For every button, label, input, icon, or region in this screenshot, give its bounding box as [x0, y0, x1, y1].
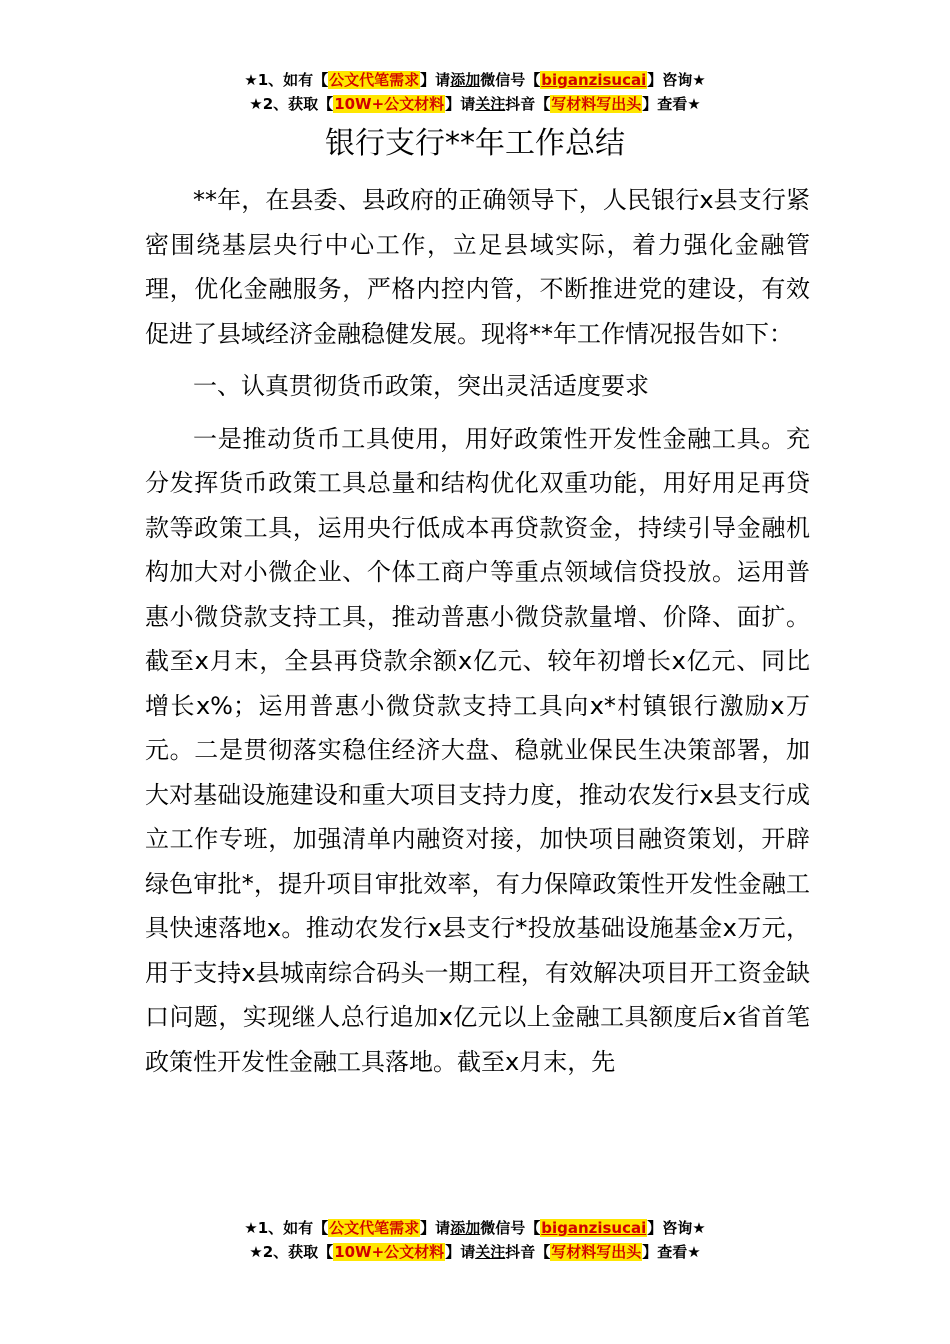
- footer-banner: [0, 1216, 950, 1264]
- banner-text: 微信号【: [480, 1219, 541, 1237]
- banner-douyin-id: 写材料写出头: [551, 1243, 642, 1261]
- banner-text: ★2、获取【: [249, 1243, 334, 1261]
- banner-highlight: 公文代笔需求: [329, 1219, 420, 1237]
- banner-highlight: 10W+公文材料: [334, 1243, 445, 1261]
- header-banner: [0, 68, 950, 116]
- banner-text: 】请: [420, 71, 451, 89]
- banner-wechat-id: biganzisucai: [541, 1219, 647, 1237]
- banner-underline: 添加: [450, 71, 481, 89]
- banner-line-1: [0, 68, 950, 92]
- intro-paragraph: **年，在县委、县政府的正确领导下，人民银行x县支行紧密围绕基层央行中心工作，立足县域实际，着力强化金融管理，优化金融服务，严格内控内管，不断推进党的建设，有效促进了县域经济金融稳健发展。现将**年工作情况报告如下：: [145, 186, 810, 348]
- banner-underline: 关注: [475, 1243, 506, 1261]
- banner-text: 】请: [445, 95, 476, 113]
- banner-text: 】咨询★: [647, 1219, 706, 1237]
- document-body: [145, 178, 810, 1084]
- banner-text: 】请: [420, 1219, 451, 1237]
- banner-text: 】查看★: [642, 95, 701, 113]
- banner-text: 抖音【: [505, 1243, 551, 1261]
- banner-line-2: [0, 1240, 950, 1264]
- banner-text: 】查看★: [642, 1243, 701, 1261]
- banner-douyin-id: 写材料写出头: [551, 95, 642, 113]
- banner-line-1: [0, 1216, 950, 1240]
- banner-highlight: 公文代笔需求: [329, 71, 420, 89]
- banner-text: ★1、如有【: [244, 71, 329, 89]
- banner-text: 抖音【: [505, 95, 551, 113]
- banner-text: ★2、获取【: [249, 95, 334, 113]
- banner-text: 】请: [445, 1243, 476, 1261]
- banner-text: 】咨询★: [647, 71, 706, 89]
- document-title: 银行支行**年工作总结: [325, 126, 625, 161]
- banner-text: ★1、如有【: [244, 1219, 329, 1237]
- banner-underline: 关注: [475, 95, 506, 113]
- banner-text: 微信号【: [480, 71, 541, 89]
- banner-wechat-id: biganzisucai: [541, 71, 647, 89]
- banner-underline: 添加: [450, 1219, 481, 1237]
- section-heading: 一、认真贯彻货币政策，突出灵活适度要求: [193, 372, 649, 400]
- section-paragraph: 一是推动货币工具使用，用好政策性开发性金融工具。充分发挥货币政策工具总量和结构优化双重功能，用好用足再贷款等政策工具，运用央行低成本再贷款资金，持续引导金融机构加大对小微企业、个体工商户等重点领域信贷投放。运用普惠小微贷款支持工具，推动普惠小微贷款量增、价降、面扩。截至x月末，全县再贷款余额x亿元、较年初增长x亿元、同比增长x%；运用普惠小微贷款支持工具向x*村镇银行激励x万元。二是贯彻落实稳住经济大盘、稳就业保民生决策部署，加大对基础设施建设和重大项目支持力度，推动农发行x县支行成立工作专班，加强清单内融资对接，加快项目融资策划，开辟绿色审批*，提升项目审批效率，有力保障政策性开发性金融工具快速落地x。推动农发行x县支行*投放基础设施基金x万元，用于支持x县城南综合码头一期工程，有效解决项目开工资金缺口问题，实现继人总行追加x亿元以上金融工具额度后x省首笔政策性开发性金融工具落地。截至x月末，先: [145, 424, 810, 1076]
- banner-line-2: [0, 92, 950, 116]
- banner-highlight: 10W+公文材料: [334, 95, 445, 113]
